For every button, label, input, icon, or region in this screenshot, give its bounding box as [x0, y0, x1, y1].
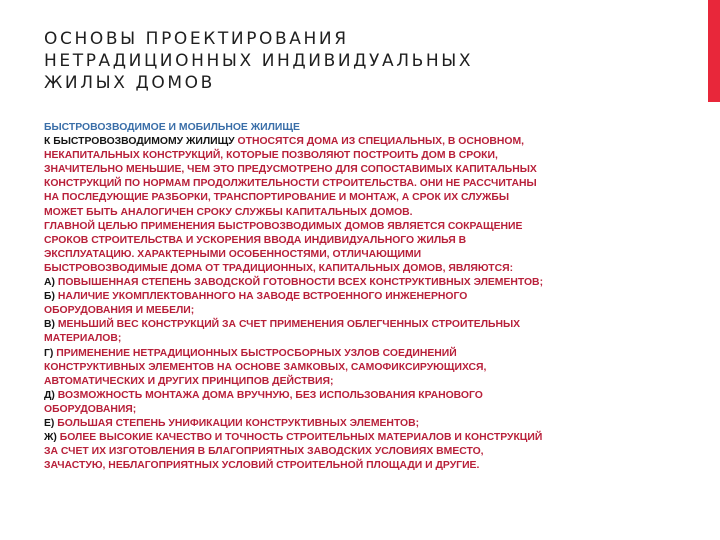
list-marker: Е)	[44, 417, 55, 429]
list-item-line	[44, 347, 644, 361]
list-item-text: ВОЗМОЖНОСТЬ МОНТАЖА ДОМА ВРУЧНУЮ, БЕЗ ИСПОЛЬЗОВАНИЯ КРАНОВОГО	[57, 389, 483, 401]
title-line-3: ЖИЛЫХ ДОМОВ	[44, 73, 215, 93]
list-marker: Ж)	[44, 432, 57, 444]
list-item	[44, 417, 644, 431]
list-item-line	[44, 318, 644, 332]
list-item-text: ПРИМЕНЕНИЕ НЕТРАДИЦИОННЫХ БЫСТРОСБОРНЫХ УЗЛОВ СОЕДИНЕНИЙ	[56, 347, 457, 359]
list-item-line	[44, 276, 644, 290]
title-line-1: ОСНОВЫ ПРОЕКТИРОВАНИЯ	[44, 29, 349, 49]
section-heading: БЫСТРОВОЗВОДИМОЕ И МОБИЛЬНОЕ ЖИЛИЩЕ	[44, 122, 300, 133]
list-item-text: ПОВЫШЕННАЯ СТЕПЕНЬ ЗАВОДСКОЙ ГОТОВНОСТИ ВСЕХ КОНСТРУКТИВНЫХ ЭЛЕМЕНТОВ;	[57, 277, 544, 289]
intro-line: КОНСТРУКЦИЙ ПО НОРМАМ ПРОДОЛЖИТЕЛЬНОСТИ СТРОИТЕЛЬСТВА. ОНИ НЕ РАССЧИТАНЫ	[44, 178, 537, 190]
list-item-line	[44, 375, 644, 389]
list-item-line	[44, 431, 644, 445]
intro-line-1-rest: ОТНОСЯТСЯ ДОМА ИЗ СПЕЦИАЛЬНЫХ, В ОСНОВНОМ,	[234, 136, 525, 148]
list-item-text: МЕНЬШИЙ ВЕС КОНСТРУКЦИЙ ЗА СЧЕТ ПРИМЕНЕНИЯ ОБЛЕГЧЕННЫХ СТРОИТЕЛЬНЫХ	[57, 319, 521, 331]
list-marker: А)	[44, 277, 55, 289]
list-marker: В)	[44, 319, 55, 331]
list-item-line	[44, 459, 644, 473]
list-marker: Г)	[44, 347, 54, 359]
list-item-text: ОБОРУДОВАНИЯ;	[44, 403, 137, 415]
intro-paragraph	[44, 149, 644, 276]
list-item	[44, 389, 644, 417]
slide-title	[44, 28, 644, 94]
list-item-text: ЗА СЧЕТ ИХ ИЗГОТОВЛЕНИЯ В БЛАГОПРИЯТНЫХ ЗАВОДСКИХ УСЛОВИЯХ ВМЕСТО,	[44, 446, 484, 458]
intro-line: СРОКОВ СТРОИТЕЛЬСТВА И УСКОРЕНИЯ ВВОДА ИНДИВИДУАЛЬНОГО ЖИЛЬЯ В	[44, 234, 467, 246]
list-item-text: ОБОРУДОВАНИЯ И МЕБЕЛИ;	[44, 305, 195, 317]
list-item	[44, 290, 644, 318]
intro-line: МОЖЕТ БЫТЬ АНАЛОГИЧЕН СРОКУ СЛУЖБЫ КАПИТАЛЬНЫХ ДОМОВ.	[44, 206, 413, 218]
list-item-line	[44, 304, 644, 318]
intro-line: ЭКСПЛУАТАЦИЮ. ХАРАКТЕРНЫМИ ОСОБЕННОСТЯМИ, ОТЛИЧАЮЩИМИ	[44, 248, 422, 260]
list-item-line	[44, 361, 644, 375]
list-item	[44, 431, 644, 473]
list-item	[44, 347, 644, 389]
list-item-line	[44, 417, 644, 431]
list-item-text: БОЛЬШАЯ СТЕПЕНЬ УНИФИКАЦИИ КОНСТРУКТИВНЫХ ЭЛЕМЕНТОВ;	[57, 417, 420, 429]
intro-line: БЫСТРОВОЗВОДИМЫЕ ДОМА ОТ ТРАДИЦИОННЫХ, КАПИТАЛЬНЫХ ДОМОВ, ЯВЛЯЮТСЯ:	[44, 262, 514, 274]
list-item-text: ЗАЧАСТУЮ, НЕБЛАГОПРИЯТНЫХ УСЛОВИЙ СТРОИТЕЛЬНОЙ ПЛОЩАДИ И ДРУГИЕ.	[44, 460, 480, 472]
list-item	[44, 318, 644, 346]
list-marker: Д)	[44, 389, 55, 401]
slide-body	[44, 121, 644, 473]
intro-line: ЗНАЧИТЕЛЬНО МЕНЬШИЕ, ЧЕМ ЭТО ПРЕДУСМОТРЕНО ДЛЯ СОПОСТАВИМЫХ КАПИТАЛЬНЫХ	[44, 164, 537, 176]
title-line-2: НЕТРАДИЦИОННЫХ ИНДИВИДУАЛЬНЫХ	[44, 51, 474, 71]
list-item-line	[44, 403, 644, 417]
accent-bar	[708, 0, 720, 102]
list-marker: Б)	[44, 291, 55, 303]
intro-line: НЕКАПИТАЛЬНЫХ КОНСТРУКЦИЙ, КОТОРЫЕ ПОЗВОЛЯЮТ ПОСТРОИТЬ ДОМ В СРОКИ,	[44, 150, 498, 162]
list-item-text: КОНСТРУКТИВНЫХ ЭЛЕМЕНТОВ НА ОСНОВЕ ЗАМКОВЫХ, САМОФИКСИРУЮЩИХСЯ,	[44, 361, 487, 373]
list-item-line	[44, 290, 644, 304]
list-item-text: АВТОМАТИЧЕСКИХ И ДРУГИХ ПРИНЦИПОВ ДЕЙСТВИЯ;	[44, 375, 334, 387]
list-item-line	[44, 389, 644, 403]
list-item-text: НАЛИЧИЕ УКОМПЛЕКТОВАННОГО НА ЗАВОДЕ ВСТРОЕННОГО ИНЖЕНЕРНОГО	[57, 291, 468, 303]
list-item	[44, 276, 644, 290]
list-item-text: МАТЕРИАЛОВ;	[44, 333, 122, 345]
intro-line: НА ПОСЛЕДУЮЩИЕ РАЗБОРКИ, ТРАНСПОРТИРОВАНИЕ И МОНТАЖ, А СРОК ИХ СЛУЖБЫ	[44, 192, 510, 204]
lead-term: К БЫСТРОВОЗВОДИМОМУ ЖИЛИЩУ	[44, 136, 235, 148]
list-item-line	[44, 445, 644, 459]
list-item-text: БОЛЕЕ ВЫСОКИЕ КАЧЕСТВО И ТОЧНОСТЬ СТРОИТЕЛЬНЫХ МАТЕРИАЛОВ И КОНСТРУКЦИЙ	[59, 432, 543, 444]
intro-line: ГЛАВНОЙ ЦЕЛЬЮ ПРИМЕНЕНИЯ БЫСТРОВОЗВОДИМЫХ ДОМОВ ЯВЛЯЕТСЯ СОКРАЩЕНИЕ	[44, 220, 523, 232]
intro-line-1	[44, 135, 644, 149]
list-item-line	[44, 332, 644, 346]
features-list	[44, 276, 644, 473]
